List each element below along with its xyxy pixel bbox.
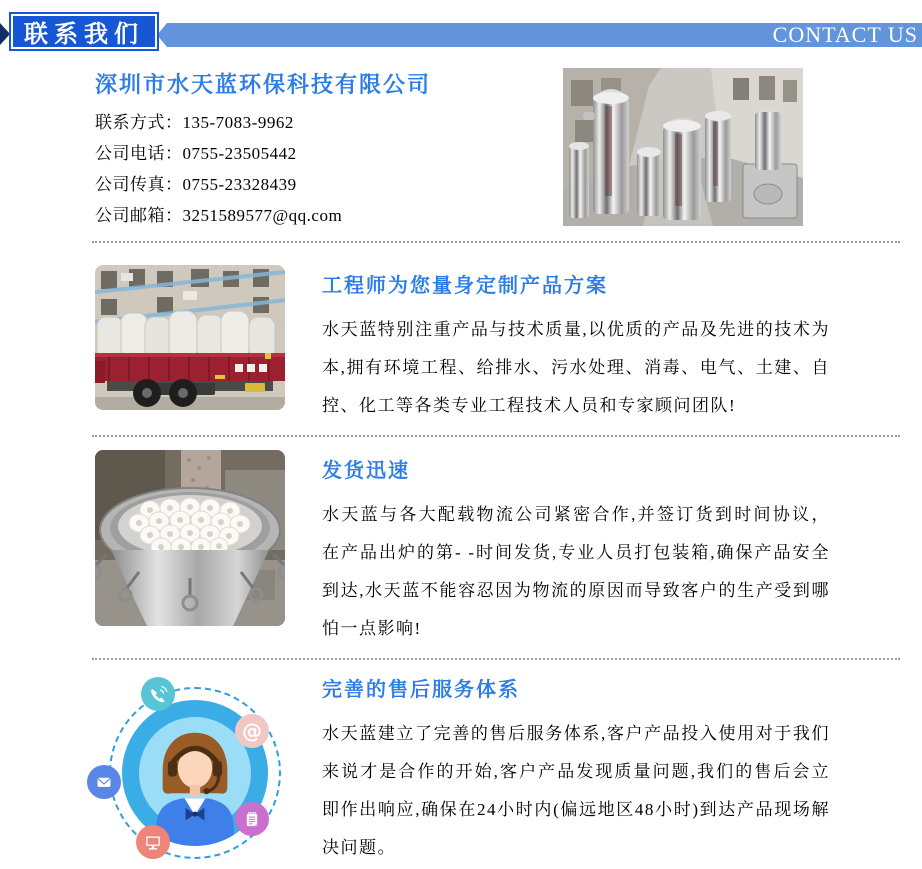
company-contact-block [95, 68, 431, 231]
feature-text-block [322, 450, 830, 648]
feature-heading: 完善的售后服务体系 [322, 679, 520, 701]
contact-value: 135-7083-9962 [182, 113, 294, 132]
filter-photo [95, 450, 285, 626]
feature-section-custom-design [95, 265, 922, 425]
dotted-divider [92, 241, 900, 243]
banner-left-arrow-icon [157, 23, 167, 47]
monitor-icon [136, 825, 170, 859]
truck-photo-image [95, 265, 285, 410]
contact-label: 联系方式： [95, 113, 183, 132]
feature-body: 水天蓝与各大配载物流公司紧密合作,并签订货到时间协议， 在产品出炉的第- -时间发货,专业人员打包装箱,确保产品安全到达,水天蓝不能容忍因为物流的原因而导致客户的生产受到哪怕一点影响! [322, 505, 830, 638]
contact-row-phone [95, 138, 431, 169]
header-subtitle: CONTACT US [772, 22, 918, 47]
feature-body: 水天蓝建立了完善的售后服务体系,客户产品投入使用对于我们来说才是合作的开始,客户产品发现质量问题,我们的售后会立即作出响应,确保在24小时内(偏远地区48小时)到达产品现场解决问题。 [322, 724, 830, 857]
feature-text-block [322, 669, 830, 869]
contact-value: 0755-23505442 [182, 144, 297, 163]
svg-text:@: @ [242, 719, 262, 743]
contact-value: 3251589577@qq.com [182, 206, 343, 225]
contact-label: 公司邮箱： [95, 206, 183, 225]
contact-label: 公司电话： [95, 144, 183, 163]
feature-text-block [322, 265, 830, 425]
company-name: 深圳市水天蓝环保科技有限公司 [95, 72, 432, 97]
feature-heading: 工程师为您量身定制产品方案 [322, 275, 608, 297]
page-title: 联系我们 [24, 22, 144, 48]
equipment-photo [563, 68, 803, 226]
at-icon [235, 714, 269, 748]
contact-row-email [95, 200, 431, 231]
equipment-photo-image [563, 68, 803, 226]
dotted-divider [92, 658, 900, 660]
header-banner [167, 23, 922, 47]
phone-icon [141, 677, 175, 711]
filter-photo-image [95, 450, 285, 626]
contact-value: 0755-23328439 [182, 175, 297, 194]
customer-service-illustration [85, 669, 285, 869]
notepad-icon [235, 802, 269, 836]
truck-photo [95, 265, 285, 410]
dotted-divider [92, 435, 900, 437]
contact-row-mobile [95, 107, 431, 138]
feature-heading: 发货迅速 [322, 460, 410, 482]
feature-body: 水天蓝特别注重产品与技术质量,以优质的产品及先进的技术为本,拥有环境工程、给排水、污水处理、消毒、电气、土建、自控、化工等各类专业工程技术人员和专家顾问团队! [322, 320, 830, 415]
company-info-section [0, 58, 922, 231]
contact-row-fax [95, 169, 431, 200]
page-header [0, 0, 922, 58]
mail-icon [87, 765, 121, 799]
feature-section-fast-shipping [95, 450, 922, 648]
page-title-box [11, 14, 157, 49]
header-edge-arrow-icon [0, 23, 10, 45]
feature-section-after-sales [95, 669, 922, 869]
contact-label: 公司传真： [95, 175, 183, 194]
